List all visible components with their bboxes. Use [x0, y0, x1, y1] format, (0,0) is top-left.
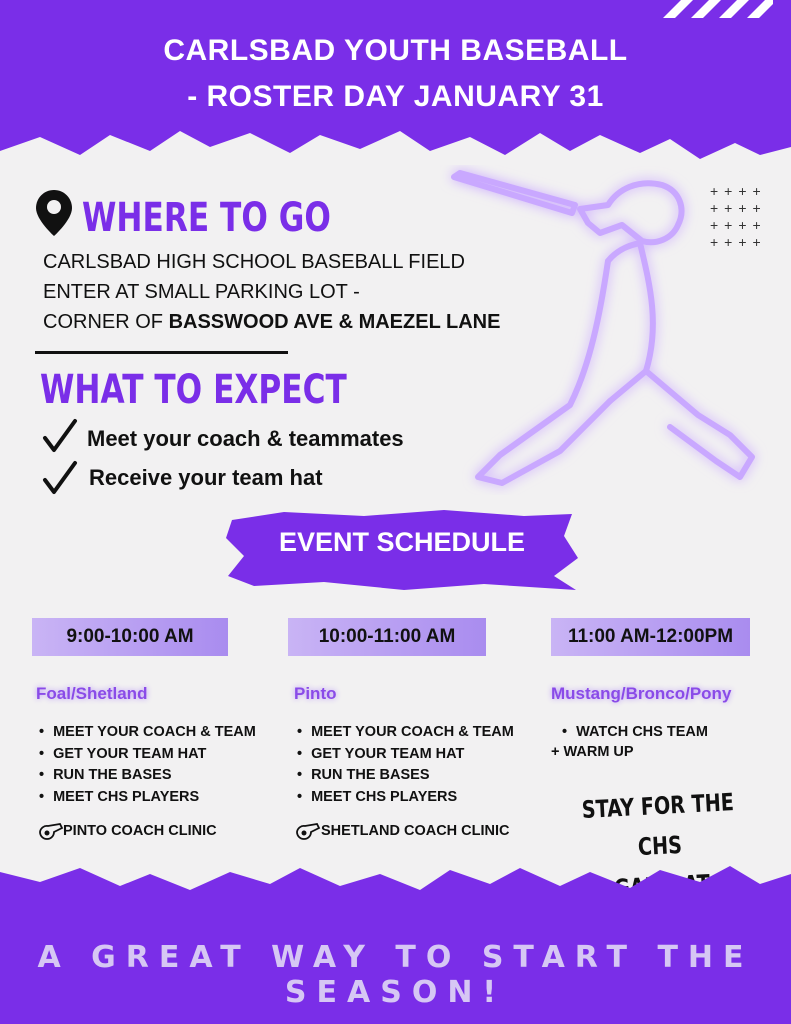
stripes-icon: [653, 0, 773, 18]
activity-list-1: [39, 722, 256, 808]
expect-item-1: Meet your coach & teammates: [87, 426, 404, 451]
address-line-1: CARLSBAD HIGH SCHOOL BASEBALL FIELD: [43, 251, 465, 273]
torn-edge-bottom: [0, 860, 791, 900]
time-slot-3: 11:00 AM-12:00PM: [551, 618, 750, 656]
address-line-3-prefix: CORNER OF: [43, 311, 169, 333]
list-item: • MEET CHS PLAYERS: [39, 787, 256, 809]
address-line-2: ENTER AT SMALL PARKING LOT -: [43, 281, 360, 303]
address-line-3-bold: BASSWOOD AVE & MAEZEL LANE: [168, 311, 501, 333]
where-heading: WHERE TO GO: [82, 195, 331, 241]
expect-heading: WHAT TO EXPECT: [40, 367, 347, 413]
baseball-batter-icon: [440, 165, 770, 495]
time-slot-1: 9:00-10:00 AM: [32, 618, 228, 656]
list-item: • GET YOUR TEAM HAT: [297, 744, 514, 766]
title-line-1: CARLSBAD YOUTH BASEBALL: [163, 34, 628, 67]
list-item: • RUN THE BASES: [297, 765, 514, 787]
torn-edge-top: [0, 125, 791, 165]
clinic-label-1: PINTO COACH CLINIC: [63, 823, 217, 839]
title-line-2: - ROSTER DAY JANUARY 31: [187, 80, 604, 113]
whistle-icon: [36, 822, 64, 842]
list-item: • RUN THE BASES: [39, 765, 256, 787]
checkmark-icon: [42, 418, 78, 454]
group-name-1: Foal/Shetland: [36, 684, 148, 703]
list-item: • MEET CHS PLAYERS: [297, 787, 514, 809]
expect-item-2: Receive your team hat: [89, 465, 323, 490]
activity-list-3: [562, 722, 708, 744]
list-item: • MEET YOUR COACH & TEAM: [297, 722, 514, 744]
checkmark-icon: [42, 460, 78, 496]
page-title: [0, 28, 791, 120]
group-name-3: Mustang/Bronco/Pony: [551, 684, 732, 703]
list-item: • MEET YOUR COACH & TEAM: [39, 722, 256, 744]
stay-line-1: STAY FOR THE CHS: [581, 788, 735, 862]
group-name-2: Pinto: [294, 684, 337, 703]
list-item: • WATCH CHS TEAM: [562, 722, 708, 744]
footer-tagline: A GREAT WAY TO START THE SEASON!: [37, 940, 754, 1010]
schedule-heading: EVENT SCHEDULE: [278, 527, 526, 557]
time-slot-2: 10:00-11:00 AM: [288, 618, 486, 656]
activity-list-2: [297, 722, 514, 808]
plus-grid-icon: ++++ ++++ ++++ ++++: [710, 183, 767, 250]
location-pin-icon: [36, 190, 72, 236]
divider: [35, 351, 288, 354]
list-item-extra: + WARM UP: [551, 744, 634, 760]
list-item: • GET YOUR TEAM HAT: [39, 744, 256, 766]
whistle-icon: [293, 822, 321, 842]
clinic-label-2: SHETLAND COACH CLINIC: [321, 823, 510, 839]
